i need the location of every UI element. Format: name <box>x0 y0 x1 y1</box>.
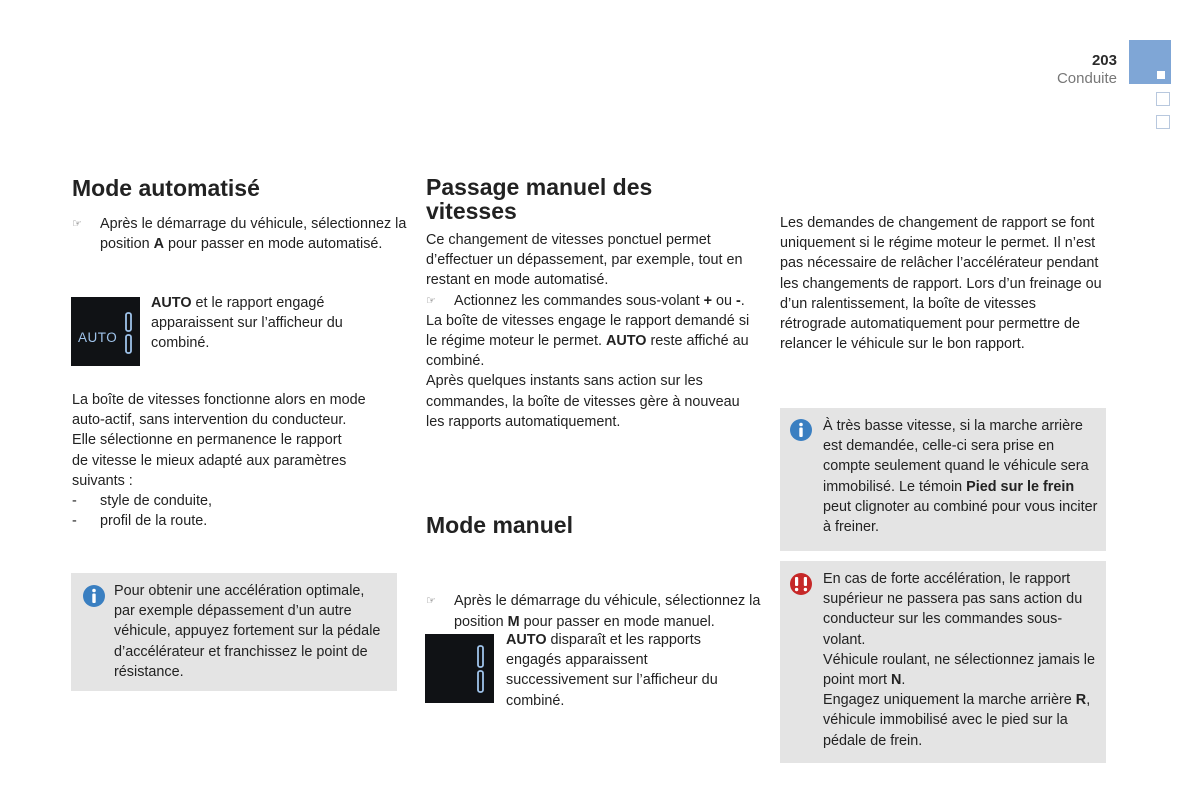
col3-paragraph: Les demandes de changement de rapport se font uniquement si le régime moteur le permet. Il n’est pas nécessaire de relâcher l’accélérateur pendant les changements de rapport. Lors d’un freinage ou d’un ralentissement, la boîte de vitesses rétrograde automatiquement pour permettre de relancer le véhicule sur le bon rapport. <box>780 215 1102 353</box>
col2-bullet2: ☞ Après le démarrage du véhicule, sélectionnez la position M pour passer en mode manuel. <box>426 593 761 630</box>
warning-icon <box>790 573 812 595</box>
bullet-arrow-icon: ☞ <box>72 218 82 230</box>
chapter-title: Conduite <box>1056 70 1117 87</box>
col3-warning-text: En cas de forte accélération, le rapport supérieur ne passera pas sans action du conducteur sur les commandes sous-volant. Véhicule roulant, ne sélectionnez jamais le point mort N. Engagez uniquement la marche arrière R, véhicule immobilisé avec le pied sur la pédale de frein. <box>823 571 1095 749</box>
col1-paragraph: La boîte de vitesses fonctionne alors en mode auto-actif, sans intervention du conducteur. Elle sélectionne en permanence le rapport de vitesse le mieux adapté aux paramètres suivants : - style de conduite, - profil de la route. <box>72 390 392 531</box>
col2-para3: Après quelques instants sans action sur les commandes, la boîte de vitesses gère à nouveau les rapports automatiquement. <box>426 373 740 430</box>
bullet-arrow-icon: ☞ <box>426 595 436 608</box>
col2-para2: La boîte de vitesses engage le rapport demandé si le régime moteur le permet. AUTO reste affiché au combiné. <box>426 312 750 370</box>
col1-info-box <box>71 573 397 691</box>
col2-display-caption: AUTO disparaît et les rapports engagés apparaissent successivement sur l’afficheur du combiné. <box>506 632 718 709</box>
gear-digit-one-icon <box>475 644 487 694</box>
tab-box-2 <box>1156 115 1170 129</box>
col3-warning-box <box>780 561 1106 763</box>
list-item: - profil de la route. <box>72 513 208 530</box>
section-title-mode-automatise: Mode automatisé <box>72 175 260 201</box>
page-number: 203 <box>1091 52 1117 69</box>
section-title-mode-manuel: Mode manuel <box>426 512 573 538</box>
col1-bullet: ☞ Après le démarrage du véhicule, sélectionnez la position A pour passer en mode automatisé. <box>72 216 407 253</box>
col1-display-caption: AUTO et le rapport engagé apparaissent sur l’afficheur du combiné. <box>151 295 343 352</box>
auto-display-label: AUTO <box>78 330 118 345</box>
manual-display-image <box>425 634 494 703</box>
auto-display-image <box>71 297 140 366</box>
col2-text-block <box>426 230 751 432</box>
section-title-passage-manuel: Passage manuel des vitesses <box>426 174 653 224</box>
col1-info-text: Pour obtenir une accélération optimale, par exemple dépassement d’un autre véhicule, appuyez fortement sur la pédale d’accélérateur et franchissez le point de résistance. <box>114 583 381 680</box>
col3-info-box <box>780 408 1106 551</box>
list-item: - style de conduite, <box>72 493 212 510</box>
chapter-tab <box>1129 40 1171 84</box>
col2-intro: Ce changement de vitesses ponctuel permet d’effectuer un dépassement, par exemple, tout en restant en mode automatisé. <box>426 232 743 289</box>
tab-marker <box>1157 71 1165 79</box>
gear-digit-one-icon <box>123 311 135 355</box>
bullet-arrow-icon: ☞ <box>426 294 436 307</box>
info-icon <box>83 585 105 607</box>
tab-box-1 <box>1156 92 1170 106</box>
col2-bullet: ☞ Actionnez les commandes sous-volant + ou -. <box>426 291 751 311</box>
info-icon <box>790 419 812 441</box>
col3-info-text: À très basse vitesse, si la marche arrière est demandée, celle-ci sera prise en compte seulement quand le véhicule sera immobilisé. Le témoin Pied sur le frein peut clignoter au combiné pour vous inciter à freiner. <box>823 418 1098 536</box>
